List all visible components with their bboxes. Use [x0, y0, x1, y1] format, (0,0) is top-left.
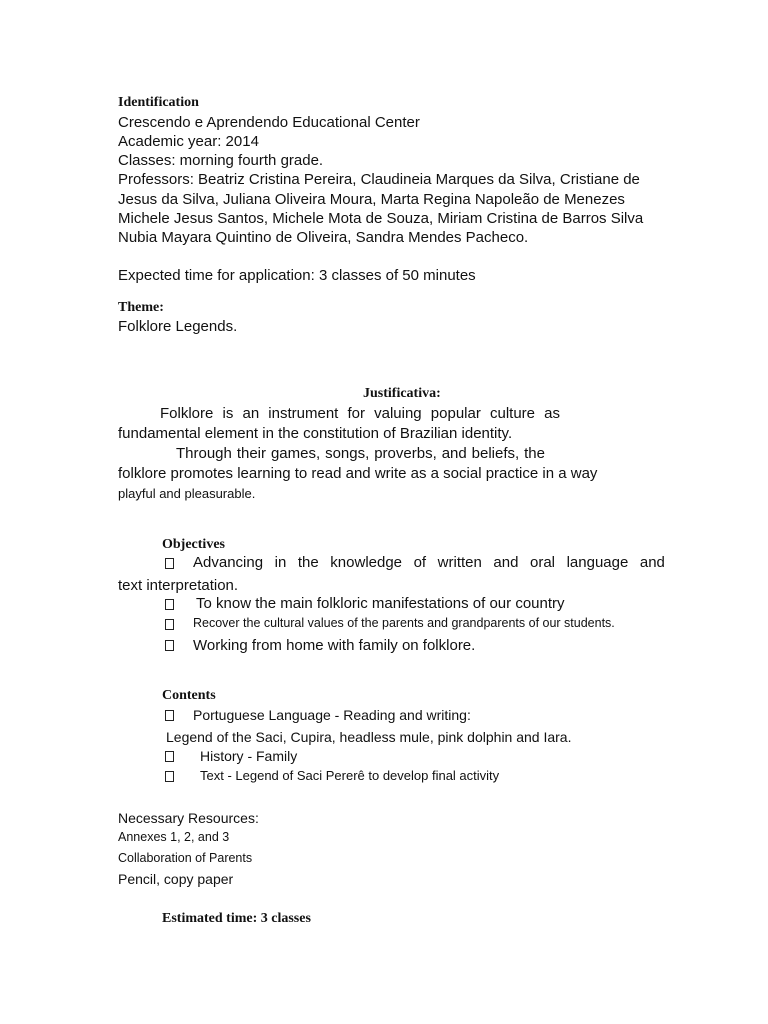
- contents-heading: Contents: [162, 688, 216, 703]
- justification-line-3: Through their games, songs, proverbs, and beliefs, the: [176, 445, 545, 462]
- objective-item-3: Recover the cultural values of the parents and grandparents of our students.: [193, 616, 615, 630]
- contents-item-3: Text - Legend of Saci Pererê to develop final activity: [200, 768, 500, 783]
- objective-item-1: Advancing in the knowledge of written and oral language and: [193, 554, 665, 571]
- bullet-box-icon: [165, 599, 174, 610]
- objectives-heading: Objectives: [162, 537, 225, 552]
- bullet-box-icon: [165, 710, 174, 721]
- classes-line: Classes: morning fourth grade.: [118, 152, 324, 169]
- bullet-box-icon: [165, 771, 174, 782]
- justification-heading: Justificativa:: [363, 386, 441, 401]
- contents-item-1: Portuguese Language - Reading and writing:: [193, 707, 471, 723]
- justification-line-4: folklore promotes learning to read and write as a social practice in a way: [118, 465, 598, 482]
- bullet-box-icon: [165, 558, 174, 569]
- bullet-box-icon: [165, 640, 174, 651]
- bullet-box-icon: [165, 751, 174, 762]
- theme-value: Folklore Legends.: [118, 318, 238, 335]
- justification-line-5: playful and pleasurable.: [118, 486, 256, 501]
- objective-item-1-continuation: text interpretation.: [118, 577, 239, 594]
- resources-line-1: Annexes 1, 2, and 3: [118, 830, 230, 844]
- contents-item-1-detail: Legend of the Saci, Cupira, headless mule, pink dolphin and Iara.: [166, 729, 572, 745]
- objective-item-4: Working from home with family on folklore.: [193, 637, 476, 654]
- professors-line-1: Professors: Beatriz Cristina Pereira, Claudineia Marques da Silva, Cristiane de: [118, 171, 640, 188]
- professors-line-4: Nubia Mayara Quintino de Oliveira, Sandra Mendes Pacheco.: [118, 229, 529, 246]
- resources-heading: Necessary Resources:: [118, 810, 259, 826]
- resources-line-2: Collaboration of Parents: [118, 851, 253, 865]
- contents-item-2: History - Family: [200, 748, 298, 764]
- justification-line-2: fundamental element in the constitution of Brazilian identity.: [118, 425, 513, 442]
- institution-name: Crescendo e Aprendendo Educational Center: [118, 114, 420, 131]
- resources-line-3: Pencil, copy paper: [118, 871, 234, 887]
- theme-heading: Theme:: [118, 300, 164, 315]
- identification-heading: Identification: [118, 95, 199, 110]
- professors-line-2: Jesus da Silva, Juliana Oliveira Moura, Marta Regina Napoleão de Menezes: [118, 191, 625, 208]
- objective-item-2: To know the main folkloric manifestations of our country: [196, 595, 565, 612]
- professors-line-3: Michele Jesus Santos, Michele Mota de Souza, Miriam Cristina de Barros Silva: [118, 210, 644, 227]
- estimated-time: Estimated time: 3 classes: [162, 911, 311, 926]
- expected-time-line: Expected time for application: 3 classes of 50 minutes: [118, 267, 476, 284]
- justification-line-1: Folklore is an instrument for valuing popular culture as: [160, 405, 560, 422]
- academic-year: Academic year: 2014: [118, 133, 259, 150]
- bullet-box-icon: [165, 619, 174, 630]
